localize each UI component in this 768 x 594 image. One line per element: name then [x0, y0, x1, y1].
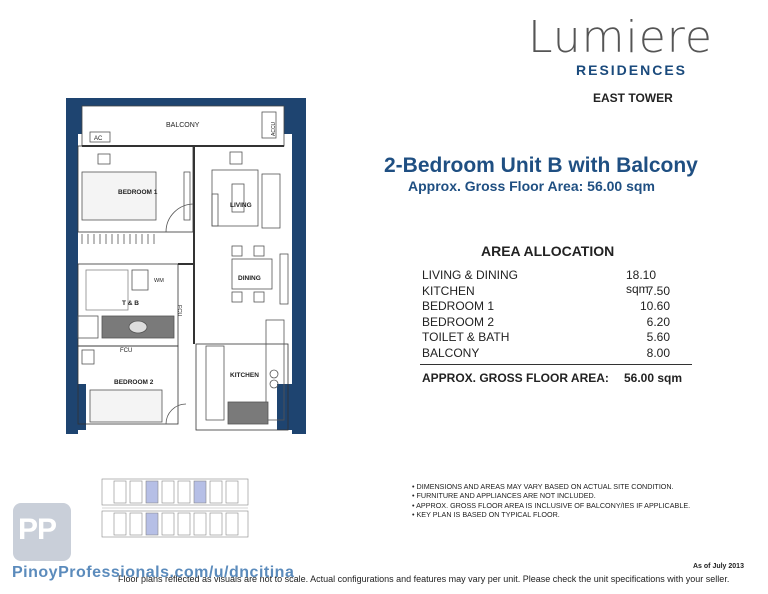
allocation-total-value: 56.00 sqm	[624, 371, 683, 385]
fcu-label: FCU	[176, 305, 182, 317]
kitchen-label: KITCHEN	[230, 372, 259, 379]
allocation-total-label: APPROX. GROSS FLOOR AREA:	[422, 371, 609, 385]
allocation-value: 8.00	[646, 345, 670, 360]
floor-plan	[62, 94, 312, 434]
bedroom1-label: BEDROOM 1	[118, 189, 158, 196]
note-item: • FURNITURE AND APPLIANCES ARE NOT INCLUDED.	[412, 491, 596, 501]
allocation-label: BEDROOM 1	[422, 299, 495, 313]
allocation-value: 7.50	[646, 283, 670, 298]
allocation-table	[420, 268, 692, 387]
allocation-label: BALCONY	[422, 345, 480, 360]
pp-badge-text: PP	[18, 513, 57, 546]
accu-label: ACCU	[271, 121, 277, 136]
as-of-date: As of July 2013	[693, 563, 744, 570]
allocation-label: BEDROOM 2	[422, 314, 495, 329]
tb-label: T & B	[122, 300, 139, 307]
bedroom2-label: BEDROOM 2	[114, 379, 154, 386]
balcony-label: BALCONY	[166, 122, 200, 129]
living-label: LIVING	[230, 202, 252, 209]
notes	[412, 482, 690, 520]
unit-title: 2-Bedroom Unit B with Balcony	[384, 154, 698, 177]
allocation-total-row	[420, 364, 692, 387]
dining-label: DINING	[238, 275, 261, 282]
allocation-label: LIVING & DINING	[422, 268, 519, 282]
allocation-value: 10.60	[639, 299, 670, 313]
fcu2-label: FCU	[120, 348, 133, 354]
allocation-row	[420, 346, 692, 362]
note-item: • KEY PLAN IS BASED ON TYPICAL FLOOR.	[412, 510, 560, 520]
allocation-title: AREA ALLOCATION	[481, 243, 615, 259]
allocation-value: 18.10 sqm	[626, 268, 657, 296]
brand-logo-name: Lumiere	[528, 12, 713, 63]
allocation-value: 5.60	[646, 330, 670, 344]
allocation-row	[420, 315, 692, 331]
ac-label: AC	[94, 136, 103, 142]
allocation-row	[420, 330, 692, 346]
key-plan	[100, 475, 250, 547]
allocation-row	[420, 284, 692, 300]
tower-label: EAST TOWER	[593, 91, 673, 105]
note-item: • APPROX. GROSS FLOOR AREA IS INCLUSIVE OF BALCONY/IES IF APPLICABLE.	[412, 500, 691, 510]
allocation-label: TOILET & BATH	[422, 330, 510, 344]
note-item: • DIMENSIONS AND AREAS MAY VARY BASED ON ACTUAL SITE CONDITION.	[412, 482, 674, 491]
brand-logo-sub: RESIDENCES	[576, 62, 688, 78]
wm-label: WM	[154, 278, 164, 284]
watermark[interactable]: PinoyProfessionals.com/u/dncitina	[12, 564, 295, 581]
allocation-row	[420, 299, 692, 315]
unit-area: Approx. Gross Floor Area: 56.00 sqm	[408, 178, 655, 194]
disclaimer: Floor plans reflected as visuals are not to scale. Actual configurations and features may vary per unit. Please check the unit specifications with your seller.	[118, 574, 730, 584]
allocation-value: 6.20	[646, 314, 670, 329]
allocation-label: KITCHEN	[422, 283, 475, 298]
